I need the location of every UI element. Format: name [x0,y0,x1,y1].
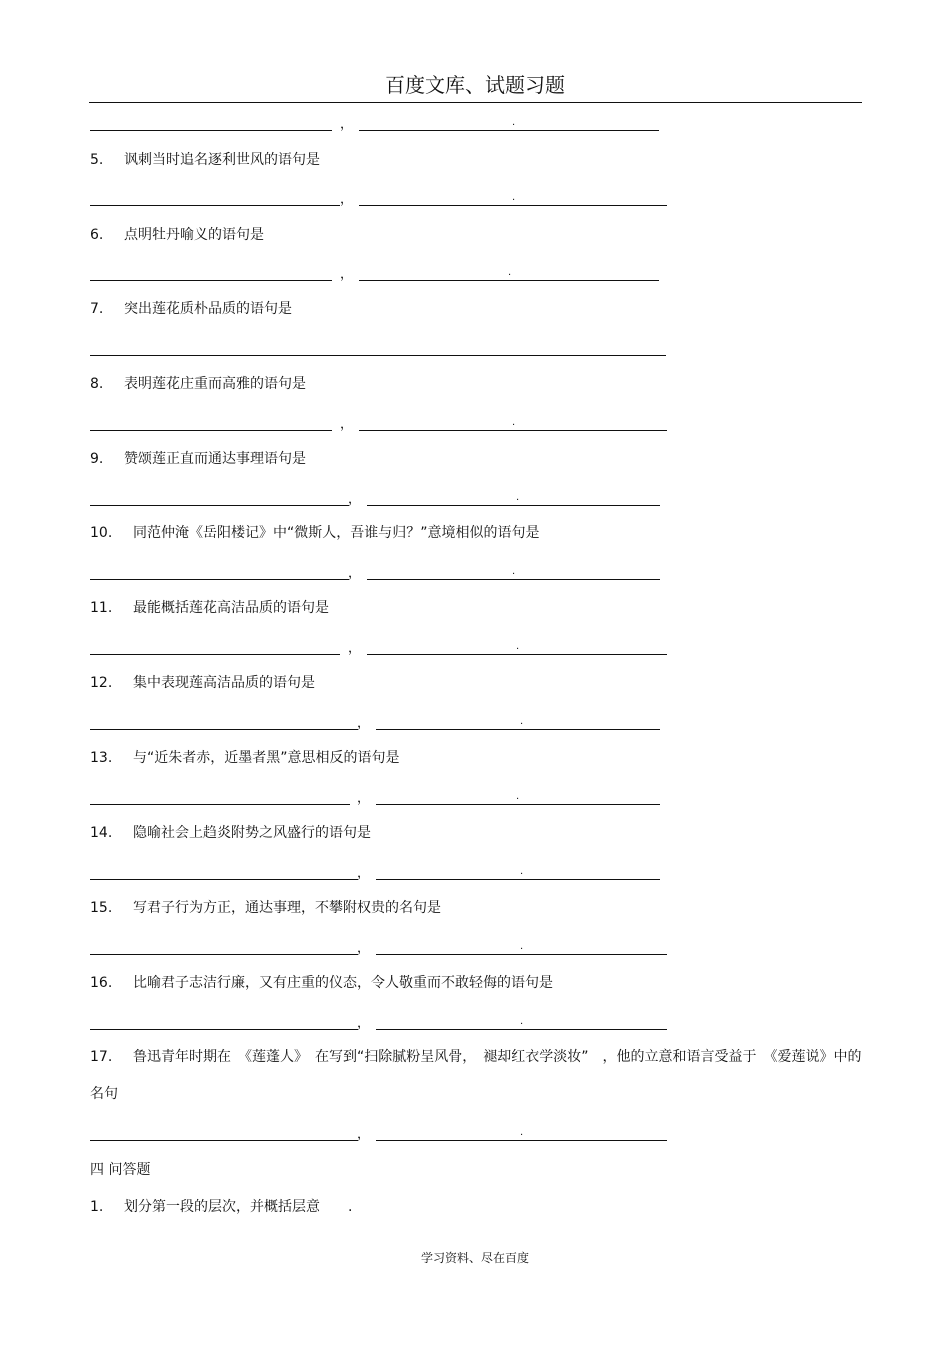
question-12 [90,674,315,692]
answer-blank[interactable] [376,1029,667,1030]
answer-blank[interactable] [90,280,332,281]
comma: ， [357,1016,371,1031]
answer-blank[interactable] [90,954,358,955]
question-number: 1. [90,1199,104,1215]
comma: ， [357,866,371,881]
dot: . [512,417,516,428]
question-number: 10. [90,525,113,541]
answer-blank[interactable] [90,130,332,131]
question-text: 鲁迅青年时期在 《莲蓬人》 在写到“扫除腻粉呈风骨， 褪却红衣学淡妆” ，他的立意和语言受益于 《爱莲说》中的名句 [90,1049,862,1102]
dot: . [516,492,520,503]
question-number: 11. [90,600,113,616]
comma: ， [357,791,371,806]
question-number: 17. [90,1049,113,1065]
question-1 [90,1198,352,1216]
answer-blank[interactable] [90,654,340,655]
page-header-title: 百度文库、试题习题 [385,73,565,97]
comma: ， [357,941,371,956]
question-15 [90,899,441,917]
answer-blank[interactable] [90,430,332,431]
dot: . [512,117,516,128]
question-9 [90,450,306,468]
answer-blank[interactable] [376,1140,667,1141]
question-8 [90,375,306,393]
question-number: 16. [90,975,113,991]
question-number: 7. [90,301,104,317]
comma: ， [340,267,354,282]
dot: . [516,641,520,652]
comma: ， [340,192,354,207]
answer-blank[interactable] [376,954,667,955]
dot: . [520,716,524,727]
question-text: 与“近朱者赤，近墨者黑”意思相反的语句是 [133,750,400,766]
answer-blank[interactable] [90,879,358,880]
question-number: 6. [90,227,104,243]
header-rule [89,102,862,103]
comma: ， [348,641,362,656]
dot: . [512,566,516,577]
answer-blank[interactable] [367,505,660,506]
answer-blank[interactable] [367,654,667,655]
question-7 [90,300,292,318]
answer-blank[interactable] [367,579,660,580]
question-5 [90,151,320,169]
answer-blank[interactable] [90,579,349,580]
answer-blank[interactable] [376,729,660,730]
section-title: 四 问答题 [90,1162,151,1178]
question-6 [90,226,264,244]
comma: ， [357,716,371,731]
question-text: 点明牡丹喻义的语句是 [124,227,264,243]
question-text: 突出莲花质朴品质的语句是 [124,301,292,317]
answer-blank[interactable] [90,505,349,506]
question-text: 集中表现莲高洁品质的语句是 [133,675,315,691]
question-text: 比喻君子志洁行廉，又有庄重的仪态，令人敬重而不敢轻侮的语句是 [133,975,553,991]
dot: . [520,866,524,877]
dot: . [512,192,516,203]
answer-blank[interactable] [90,1029,358,1030]
question-text: 写君子行为方正，通达事理，不攀附权贵的名句是 [133,900,441,916]
answer-blank[interactable] [90,205,340,206]
comma: ， [348,492,362,507]
question-number: 14. [90,825,113,841]
question-text: 隐喻社会上趋炎附势之风盛行的语句是 [133,825,371,841]
question-number: 5. [90,152,104,168]
answer-blank[interactable] [90,355,666,356]
page-footer: 学习资料、尽在百度 [420,1251,529,1265]
dot: . [516,791,520,802]
answer-blank[interactable] [359,280,659,281]
answer-blank[interactable] [90,1140,358,1141]
question-number: 9. [90,451,104,467]
question-17 [90,1039,862,1113]
comma: ， [340,417,354,432]
question-14 [90,824,371,842]
question-16 [90,974,553,992]
question-text: 讽刺当时追名逐利世风的语句是 [124,152,320,168]
dot: . [520,1016,524,1027]
question-13 [90,749,400,767]
question-number: 13. [90,750,113,766]
dot: . [520,1127,524,1138]
question-text: 表明莲花庄重而高雅的语句是 [124,376,306,392]
question-11 [90,599,329,617]
question-text: 最能概括莲花高洁品质的语句是 [133,600,329,616]
comma: ， [348,566,362,581]
answer-blank[interactable] [376,804,660,805]
dot: . [520,941,524,952]
answer-blank[interactable] [359,430,667,431]
comma: ， [340,117,354,132]
question-number: 15. [90,900,113,916]
answer-blank[interactable] [359,205,667,206]
question-text: 划分第一段的层次，并概括层意 . [124,1199,353,1215]
answer-blank[interactable] [359,130,659,131]
answer-blank[interactable] [376,879,660,880]
question-text: 赞颂莲正直而通达事理语句是 [124,451,306,467]
question-number: 12. [90,675,113,691]
comma: ， [357,1127,371,1142]
question-number: 8. [90,376,104,392]
question-text: 同范仲淹《岳阳楼记》中“微斯人，吾谁与归？”意境相似的语句是 [133,525,540,541]
answer-blank[interactable] [90,804,350,805]
answer-blank[interactable] [90,729,358,730]
question-10 [90,524,540,542]
dot: . [508,267,512,278]
